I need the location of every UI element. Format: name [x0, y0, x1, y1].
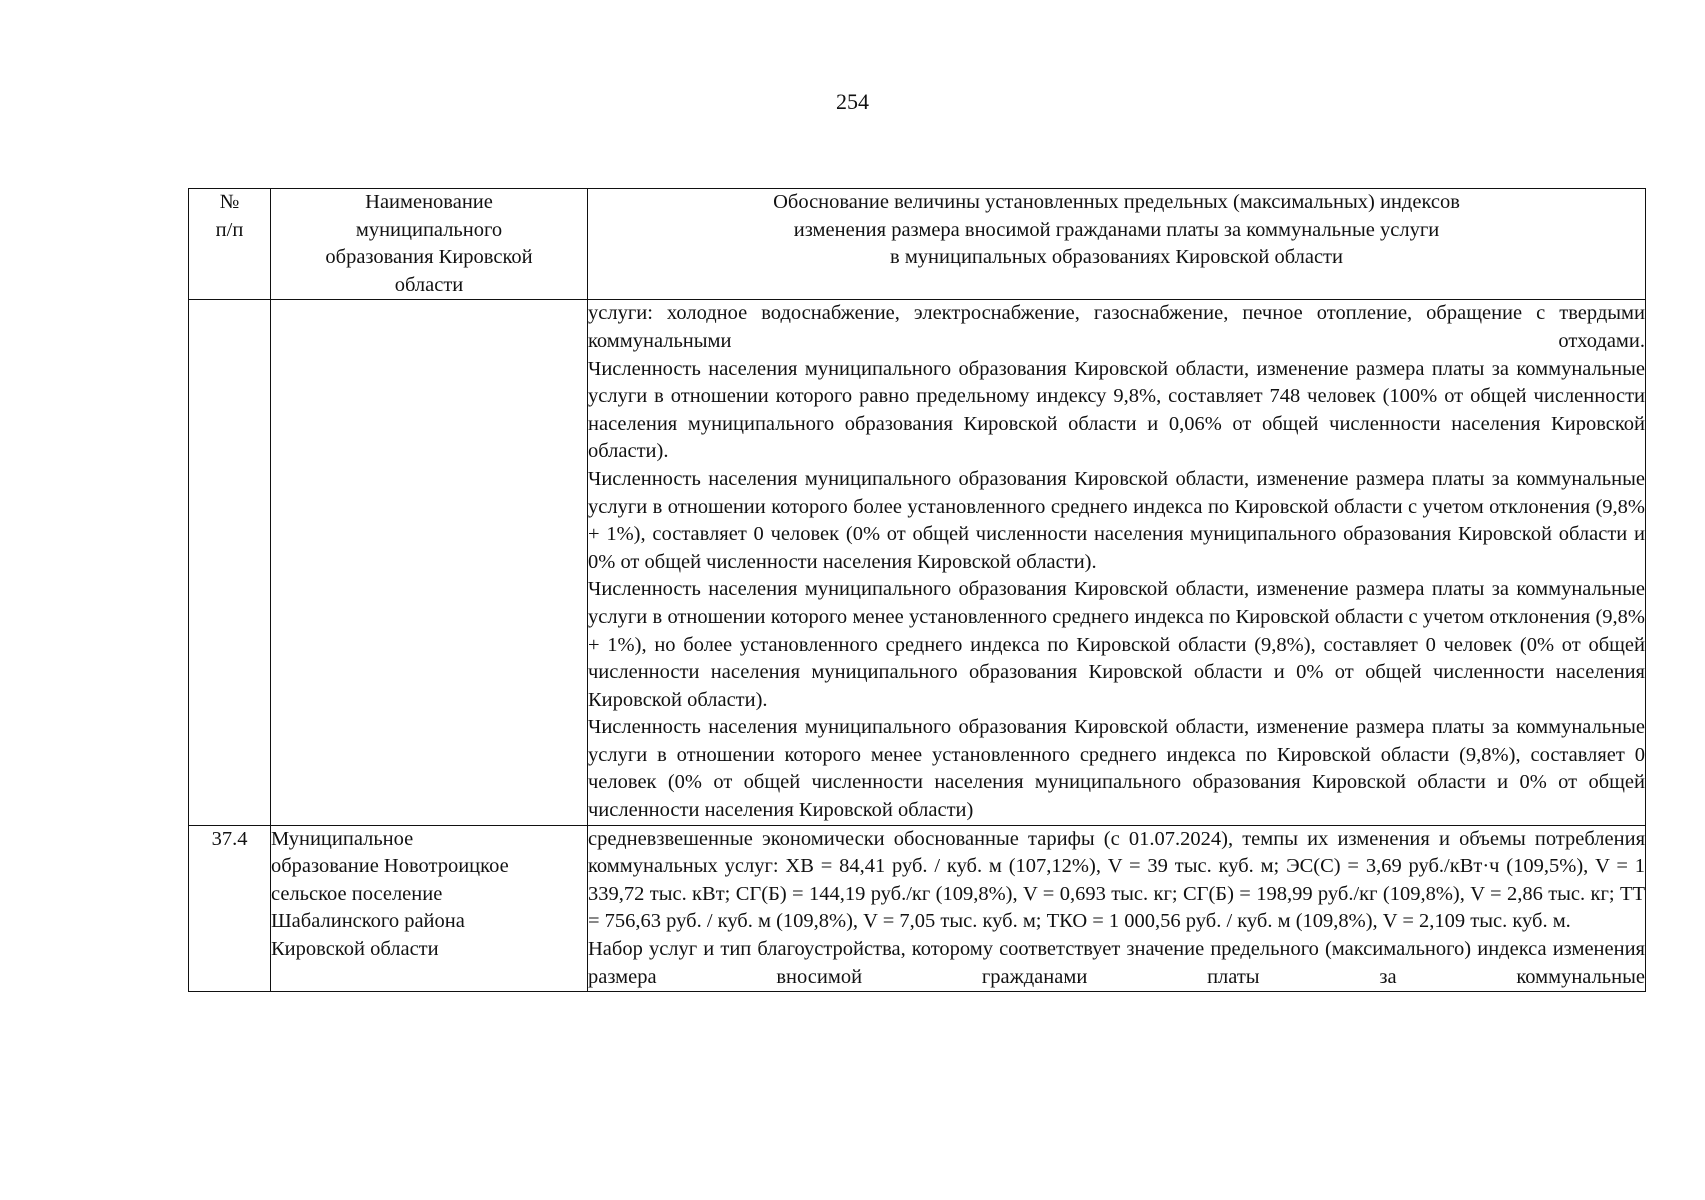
header-number-line: п/п [215, 218, 244, 241]
header-name-line: муниципального [355, 218, 503, 241]
indices-table [188, 188, 1646, 992]
municipality-name-line: Кировской области [271, 938, 439, 961]
row-municipality-name [271, 825, 588, 992]
page-number: 254 [836, 89, 869, 114]
basis-paragraph: Численность населения муниципального образования Кировской области, изменение размера платы за коммунальные услуги в отношении которого менее установленного среднего индекса по Кировской области с учетом отклонения (9,8% + 1%), но более установленного среднего индекса по Кировской области (9,8%), составляет 0 человек (0% от общей численности населения муниципального образования Кировской области и 0% от общей численности населения Кировской области). [588, 578, 1645, 711]
table-row [189, 825, 1646, 992]
municipality-name-line: Муниципальное [271, 827, 414, 850]
header-number [189, 189, 271, 300]
basis-paragraph: Численность населения муниципального образования Кировской области, изменение размера платы за коммунальные услуги в отношении которого менее установленного среднего индекса по Кировской области (9,8%), составляет 0 человек (0% от общей численности населения муниципального образования Кировской области и 0% от общей численности населения Кировской области) [588, 716, 1645, 822]
table-row [189, 300, 1646, 825]
basis-paragraph: услуги: холодное водоснабжение, электроснабжение, газоснабжение, печное отопление, обращение с твердыми коммунальными отходами. [588, 302, 1645, 352]
row-number: 37.4 [189, 825, 271, 992]
header-basis [588, 189, 1646, 300]
municipality-name-line: сельское поселение [271, 882, 443, 905]
header-name-line: области [394, 273, 464, 296]
table-header-row [189, 189, 1646, 300]
row-municipality-name [271, 300, 588, 825]
basis-paragraph: Численность населения муниципального образования Кировской области, изменение размера платы за коммунальные услуги в отношении которого более установленного среднего индекса по Кировской области с учетом отклонения (9,8% + 1%), составляет 0 человек (0% от общей численности населения муниципального образования Кировской области и 0% от общей численности населения Кировской области). [588, 467, 1645, 573]
basis-paragraph: Численность населения муниципального образования Кировской области, изменение размера платы за коммунальные услуги в отношении которого равно предельному индексу 9,8%, составляет 748 человек (100% от общей численности населения муниципального образования Кировской области и 0,06% от общей численности населения Кировской области). [588, 357, 1645, 463]
row-number [189, 300, 271, 825]
header-basis-line: изменения размера вносимой гражданами платы за коммунальные услуги [793, 218, 1440, 241]
municipality-name-line: Шабалинского района [271, 910, 465, 933]
header-municipality-name [271, 189, 588, 300]
row-basis-text [588, 825, 1646, 992]
basis-paragraph: средневзвешенные экономически обоснованные тарифы (с 01.07.2024), темпы их изменения и объемы потребления коммунальных услуг: ХВ = 84,41 руб. / куб. м (107,12%), V = 39 тыс. куб. м; ЭС(С) = 3,69 руб./кВт·ч (109,5%), V = 1 339,72 тыс. кВт; СГ(Б) = 144,19 руб./кг (109,8%), V = 0,693 тыс. кг; СГ(Б) = 198,99 руб./кг (109,8%), V = 2,86 тыс. кг; ТТ = 756,63 руб. / куб. м (109,8%), V = 7,05 тыс. куб. м; ТКО = 1 000,56 руб. / куб. м (109,8%), V = 2,109 тыс. куб. м. [588, 827, 1645, 933]
header-number-line: № [219, 191, 240, 213]
header-basis-line: в муниципальных образованиях Кировской области [890, 246, 1343, 269]
basis-paragraph: Набор услуг и тип благоустройства, которому соответствует значение предельного (максимального) индекса изменения размера вносимой гражданами платы за коммунальные [588, 938, 1645, 988]
header-name-line: Наименование [365, 191, 493, 213]
row-basis-text [588, 300, 1646, 825]
header-name-line: образования Кировской [325, 246, 533, 269]
municipality-name-line: образование Новотроицкое [271, 855, 509, 878]
header-basis-line: Обоснование величины установленных предельных (максимальных) индексов [773, 191, 1460, 213]
